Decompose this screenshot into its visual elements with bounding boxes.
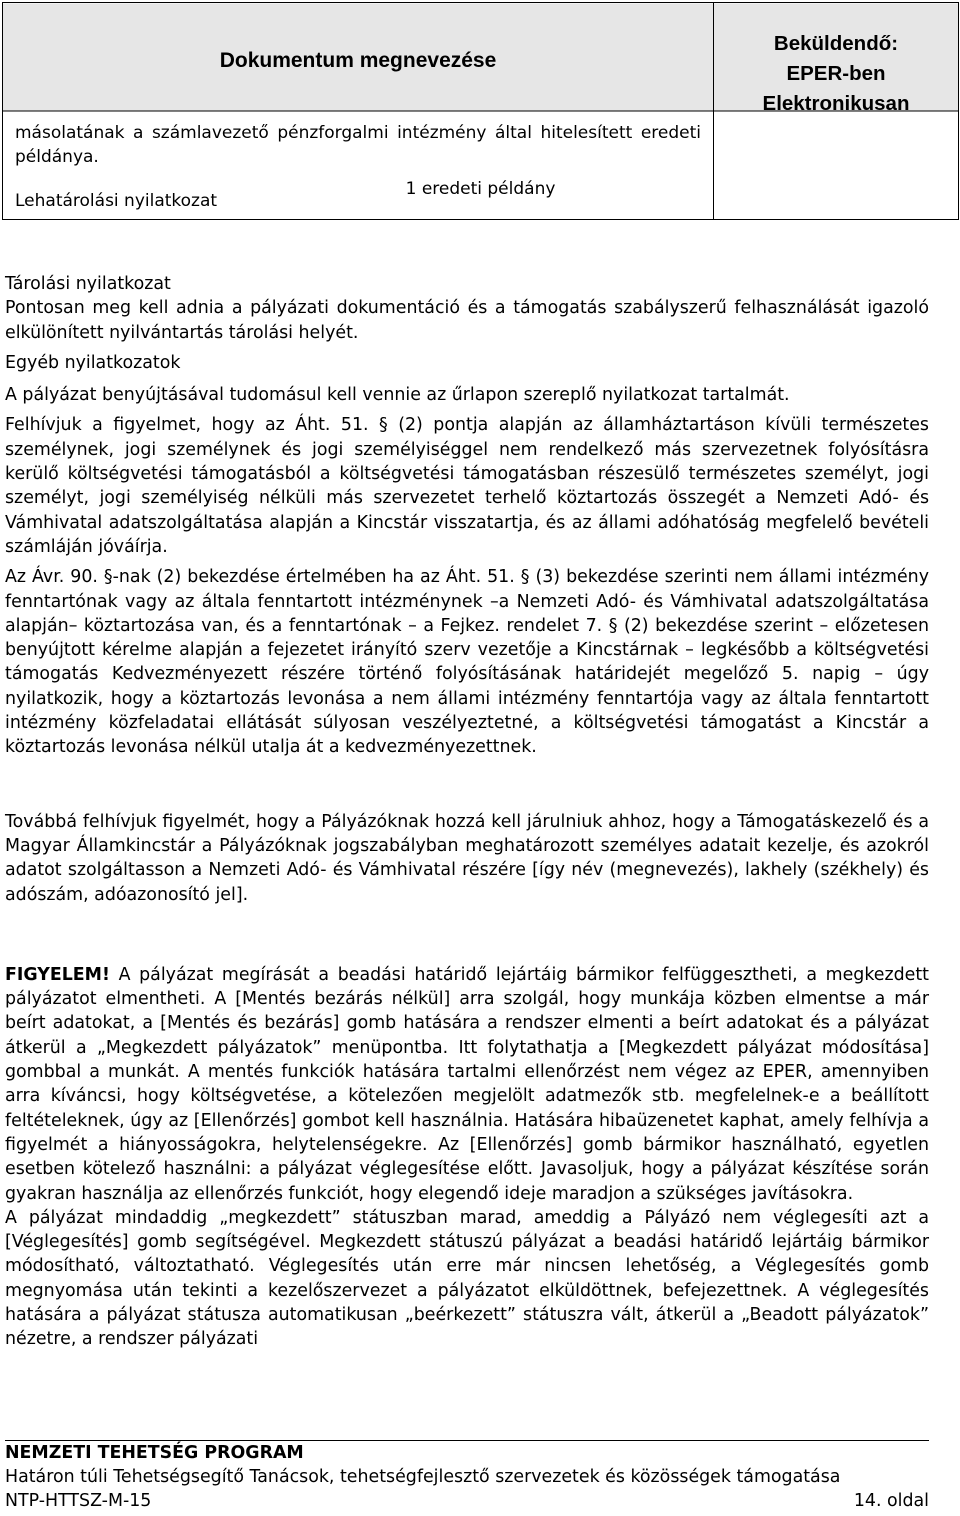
submission-header-line3: Elektronikusan xyxy=(762,92,910,115)
table-header-title: Dokumentum megnevezése xyxy=(219,49,497,72)
paragraph-status: A pályázat mindaddig „megkezdett” státuszban marad, ameddig a Pályázó nem véglegesíti azt a [Véglegesítés] gomb segítségével. Megkezdett státuszú pályázat a beadási határidő lejártáig bármikor módosítható, változtatható. Véglegesítés után erre már nincsen lehetőség, a Véglegesítés gomb megnyomása után tekinti a kezelőszervezet a pályázatot elküldöttnek, befejezettnek. A véglegesítés hatására a pályázat státusza automatikusan „beérkezett” státuszra vált, átkerül a „Beadott pályázatok” nézetre, a rendszer pályázati xyxy=(5,1207,929,1350)
warning-text: A pályázat megírását a beadási határidő lejártáig bármikor felfüggesztheti, a megkezdett pályázatot elmentheti. A [Mentés bezárás nélkül] arra szolgál, hogy munkája közben elmentse a már beírt adatokat, a [Mentés és bezárás] gomb hatására a rendszer elmenti a beírt adatokat és a pályázat átkerül a „Megkezdett pályázatok” menüpontba. Itt folytathatja a [Megkezdett pályázat módosítása] gombbal a munkát. A mentés funkciók hatására tartalmi ellenőrzést nem végez az EPER, amennyiben arra kíváncsi, hogy költségvetése, a kötelezően megjelölt adatmezők stb. megfelelnek-e a beállított feltételeknek, úgy az [Ellenőrzés] gombot kell használnia. Hatására hibaüzenetet kaphat, amely felhívja a figyelmét a hiányosságokra, helytelenségekre. Az [Ellenőrzés] gomb bármikor használható, egyetlen esetben kötelező használni: a pályázat véglegesítése előtt. Javasoljuk, hogy a pályázat készítése során gyakran használja az ellenőrzés funkciót, hogy elegendő ideje maradjon a szükséges javításokra. xyxy=(5,964,929,1204)
paragraph-further: Továbbá felhívjuk figyelmét, hogy a Pályázóknak hozzá kell járulniuk ahhoz, hogy a Támogatáskezelő és a Magyar Államkincstár a Pályázóknak jogszabályban meghatározott személyes adatait kezelje, és azokról adatot szolgáltasson a Nemzeti Adó- és Vámhivatal részére [így név (megnevezés), lakhely (székhely) és adószám, adóazonosító jel]. xyxy=(5,811,929,905)
copy-count-cell: 1 eredeti példány xyxy=(405,178,556,199)
page-footer xyxy=(5,1440,929,1513)
continued-document-fragment: másolatának a számlavezető pénzforgalmi intézmény által hitelesített eredeti példánya. xyxy=(15,123,701,167)
paragraph-warning xyxy=(5,963,929,1206)
page-number: 14. oldal xyxy=(853,1491,929,1511)
document-body xyxy=(5,272,929,1352)
section-heading-other: Egyéb nyilatkozatok xyxy=(5,352,181,373)
document-name-cell: Lehatárolási nyilatkozat xyxy=(15,191,218,211)
footer-program-title: NEMZETI TEHETSÉG PROGRAM xyxy=(5,1443,304,1463)
warning-label: FIGYELEM! xyxy=(5,964,110,985)
document-table xyxy=(2,2,959,220)
footer-code: NTP-HTTSZ-M-15 xyxy=(5,1491,152,1511)
footer-subtitle: Határon túli Tehetségsegítő Tanácsok, tehetségfejlesztő szervezetek és közösségek támogatása xyxy=(5,1467,841,1487)
paragraph-other-2: Felhívjuk a figyelmet, hogy az Áht. 51. § (2) pontja alapján az államháztartáson kívüli természetes személynek, jogi személynek és jogi személyiséggel nem rendelkező más szervezetnek folyósításra kerülő költségvetési támogatásból a költségvetési támogatásban részesülő természetes személyt, jogi személyt, jogi személyiség nélküli más szervezetet terhelő köztartozás összegét a Nemzeti Adó- és Vámhivatal adatszolgáltatása alapján a Kincstár visszatartja, és az állami adóhatóság megfelelő bevételi számláján jóváírja. xyxy=(5,415,929,557)
section-heading-storage: Tárolási nyilatkozat xyxy=(5,274,171,294)
paragraph-other-1: A pályázat benyújtásával tudomásul kell vennie az űrlapon szereplő nyilatkozat tartalmát. xyxy=(5,385,790,406)
submission-header-line2: EPER-ben xyxy=(786,62,886,85)
paragraph-other-3: Az Ávr. 90. §-nak (2) bekezdése értelmében ha az Áht. 51. § (3) bekezdése szerinti nem állami intézmény fenntartónak vagy az általa fenntartott intézménynek –a Nemzeti Adó- és Vámhivatal adatszolgáltatása alapján– köztartozása van, és a fenntartónak – a Fejkez. rendelet 7. § (2) bekezdése szerint – előzetesen benyújtott kérelme alapján a fejezetet irányító szerv vezetője a Kincstárnak – legkésőbb a költségvetési támogatás Kedvezményezett részére történő folyósításának határidejét megelőző 5. napig – úgy nyilatkozik, hogy a köztartozás levonása a nem állami intézmény fenntartója vagy az általa fenntartott intézmény közfeladatai ellátását súlyosan veszélyeztetné, a költségvetési támogatást a Kincstár a köztartozás levonása nélkül utalja át a kedvezményezettnek. xyxy=(5,567,929,758)
submission-header-line1: Beküldendő: xyxy=(773,32,899,55)
table-header-submission xyxy=(405,3,959,220)
paragraph-storage: Pontosan meg kell adnia a pályázati dokumentáció és a támogatás szabályszerű felhasználását igazoló elkülönített nyilvántartás tárolási helyét. xyxy=(5,298,929,343)
